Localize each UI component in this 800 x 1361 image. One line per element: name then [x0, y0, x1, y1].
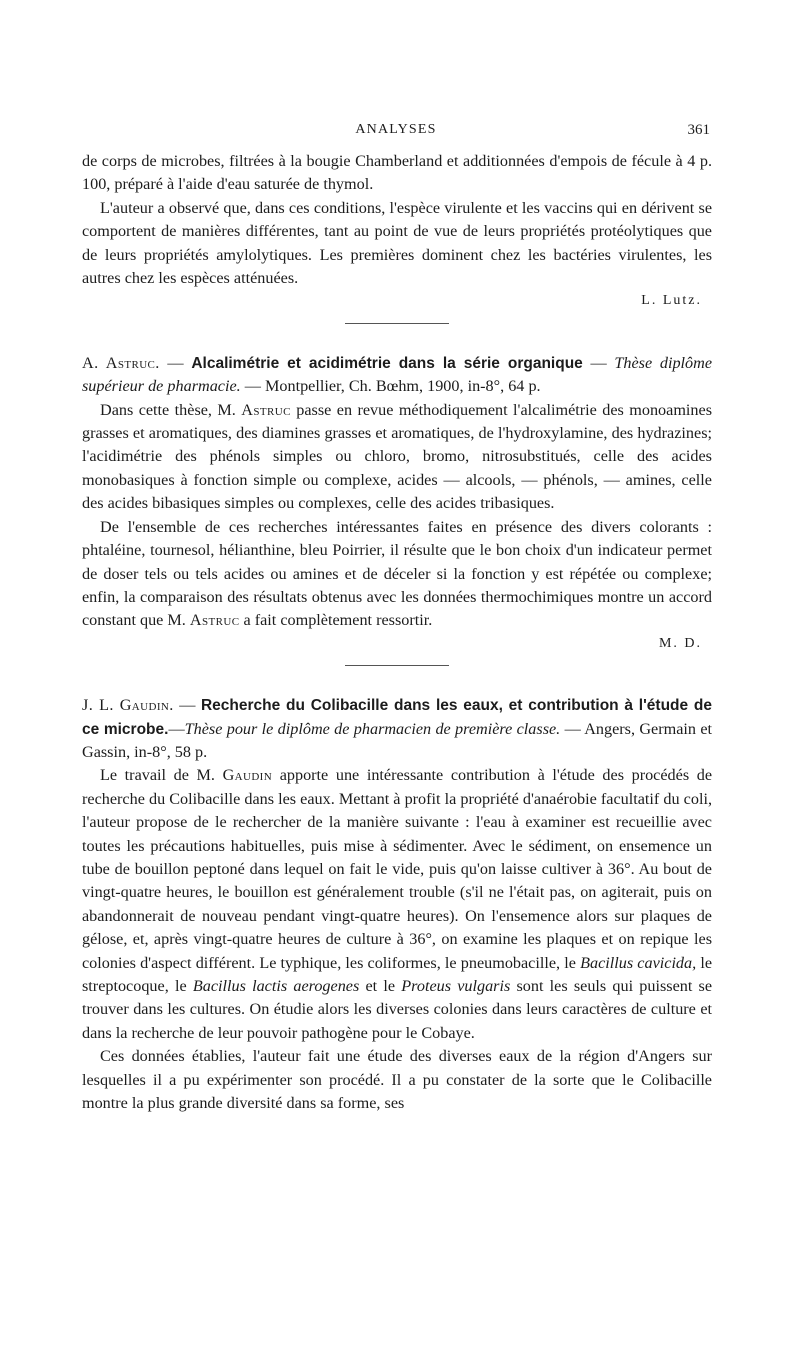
s3-p1-c: le streptocoque, le	[82, 953, 713, 995]
s3-paragraph-2	[82, 1045, 712, 1115]
s3-p1-b: apporte une intéressante contribution à l'étude des procédés de recherche du Colibacille dans les eaux. Mettant à profit la propriété d'anaérobie facultatif du coli, l'auteur propose de le rechercher de la manière suivante : l'eau à examiner est recueillie avec toutes les précautions habituelles, puis mise à sédimenter. Avec le sédiment, on ensemence un tube de bouillon peptoné dans lequel on fait le vide, puis qu'on laisse cultiver à 36°. Au bout de vingt-quatre heures, le bouillon est généralement trouble (s'il ne l'était pas, on agiterait, puis on abandonnerait de nouveau pendant vingt-quatre heures). On l'ensemence alors sur plaques de gélose, et, après vingt-quatre heures de culture à 36°, on examine les plaques et on repique les colonies d'aspect différent. Le typhique, les coliformes, le pneumobacille, le	[82, 766, 713, 972]
s3-p1-italic-3: Proteus vulgaris	[401, 977, 511, 995]
s3-paragraph-1	[82, 764, 712, 1045]
s2-p1-name: Astruc	[241, 400, 291, 419]
s3-author: J. L. Gaudin.	[82, 696, 174, 715]
page-body	[82, 150, 712, 1115]
section-divider-1	[345, 323, 449, 324]
s3-p2-text: Ces données établies, l'auteur fait une étude des diverses eaux de la région d'Angers sur lesquelles il a pu expérimenter son procédé. Il a pu constater de la sorte que le Colibacille montre la plus grande diversité dans sa forme, ses	[82, 1047, 712, 1113]
s2-signature: M. D.	[658, 635, 702, 651]
s2-imprint: — Montpellier, Ch. Bœhm, 1900, in-8°, 64 p.	[244, 377, 541, 396]
s3-p1-d: et le	[365, 977, 396, 995]
s2-heading: A. Astruc. — Alcalimétrie et acidimétrie dans la série organique — Thèse diplôme supérieur de pharmacie. — Montpellier, Ch. Bœhm, 1900, in-8°, 64 p.	[82, 353, 713, 396]
s3-p1-e: sont les seuls qui puissent se trouver dans les cultures. On étudie alors les diverses colonies dans leurs caractères de culture et dans la recherche de leur pouvoir pathogène pour le Cobaye.	[82, 977, 713, 1042]
s1-paragraph-1	[82, 150, 712, 197]
section-divider-2	[345, 665, 449, 666]
running-head: ANALYSES	[355, 122, 437, 137]
s1-paragraph-2	[82, 197, 712, 291]
s3-title: Recherche du Colibacille dans les eaux, et contribution à l'étude de ce microbe.	[82, 697, 712, 738]
page-header	[82, 122, 710, 144]
s2-paragraph-1	[82, 399, 712, 516]
s2-thesis: Thèse diplôme supérieur de pharmacie.	[82, 353, 713, 396]
s2-author: A. Astruc.	[82, 353, 160, 372]
s2-p1-a: Dans cette thèse, M.	[100, 400, 236, 419]
s2-title: Alcalimétrie et acidimétrie dans la série organique	[191, 354, 583, 372]
s2-p1-b: passe en revue méthodiquement l'alcalimétrie des monoamines grasses et aromatiques, des diamines grasses et aromatiques, de l'hydroxylamine, des hydrazines; l'acidimétrie des phénols simples ou chloro, bromo, nitrosubstitués, celle des acides monobasiques à fonction simple ou complexe, acides — alcools, — phénols, — amines, celle des acides bibasiques simples ou complexes, celle des acides tribasiques.	[82, 400, 713, 513]
s2-paragraph-2	[82, 516, 712, 633]
s3-thesis: Thèse pour le diplôme de pharmacien de première classe.	[184, 719, 561, 738]
s3-p1-name: Gaudin	[222, 766, 273, 785]
s3-p1-italic-2: Bacillus lactis aerogenes	[192, 977, 360, 995]
s3-p1-italic-1: Bacillus cavicida,	[580, 953, 697, 972]
s3-imprint: — Angers, Germain et Gassin, in-8°, 58 p.	[82, 719, 712, 761]
s2-p2-b: a fait complètement ressortir.	[243, 611, 433, 630]
s1-p2-text: L'auteur a observé que, dans ces conditions, l'espèce virulente et les vaccins qui en dérivent se comportent de manières différentes, tant au point de vue de leurs propriétés protéolytiques que de leurs propriétés amylolytiques. Les premières dominent chez les bactéries virulentes, les autres chez les espèces atténuées.	[82, 198, 712, 288]
s3-heading: J. L. Gaudin. — Recherche du Colibacille dans les eaux, et contribution à l'étude de ce microbe.—Thèse pour le diplôme de pharmacien de première classe. — Angers, Germain et Gassin, in-8°, 58 p.	[82, 696, 712, 761]
s2-p2-name: Astruc	[189, 611, 240, 630]
s2-p2-a: De l'ensemble de ces recherches intéressantes faites en présence des divers colorants : phtaléine, tournesol, hélianthine, bleu Poirrier, il résulte que le bon choix d'un indicateur permet de doser tels ou tels acides ou amines et de déceler si la fonction y est répétée ou complexe; enfin, la comparaison des résultats obtenus avec les données thermochimiques montre un accord constant que M.	[82, 517, 712, 630]
s1-p1-text: de corps de microbes, filtrées à la bougie Chamberland et additionnées d'empois de fécule à 4 p. 100, préparé à l'aide d'eau saturée de thymol.	[82, 152, 712, 194]
s3-p1-a: Le travail de M.	[100, 766, 215, 785]
page-number: 361	[687, 122, 710, 138]
s1-signature: L. Lutz.	[641, 293, 702, 309]
